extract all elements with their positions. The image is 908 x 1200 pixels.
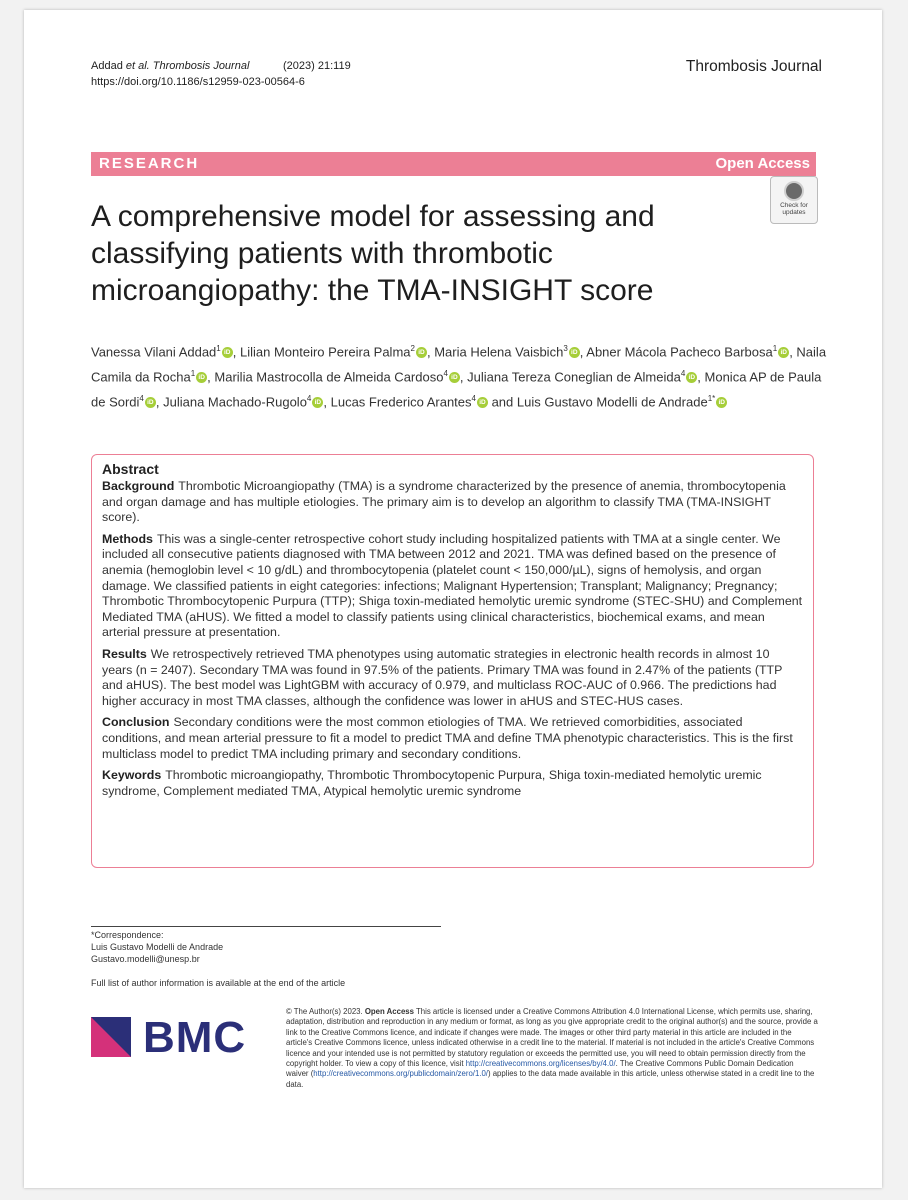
open-access-label: Open Access bbox=[715, 155, 810, 172]
orcid-icon[interactable]: iD bbox=[686, 372, 697, 383]
orcid-icon[interactable]: iD bbox=[416, 347, 427, 358]
article-type-label: RESEARCH bbox=[99, 155, 200, 172]
author-affiliation: 4 bbox=[471, 394, 476, 404]
journal-name: Thrombosis Journal bbox=[685, 58, 822, 75]
abstract-heading: Abstract bbox=[102, 461, 159, 477]
author-affiliation: 4 bbox=[306, 394, 312, 404]
author-affiliation: 4 bbox=[443, 369, 448, 379]
license-text: © The Author(s) 2023. Open Access This article is licensed under a Creative Commons Attribution 4.0 International License, which permits use, sharing, adaptation, distribution and reproduction in any medium or format, as long as you give appropriate credit to the original author(s) and the source, provide a link to the Creative Commons licence, and indicate if changes were made. The images or other third party material in this article are included in the article's Creative Commons licence, unless indicated otherwise in a credit line to the material. If material is not included in the article's Creative Commons licence and your intended use is not permitted by statutory regulation or exceeds the permitted use, you will need to obtain permission directly from the copyright holder. To view a copy of this licence, visit http://creativecommons.org/licenses/by/4.0/. The Creative Commons Public Domain Dedication waiver (http://creativecommons.org/publicdomain/zero/1.0/) applies to the data made available in this article, unless otherwise stated in a credit line to the data. bbox=[286, 1007, 818, 1089]
author-separator: , bbox=[697, 369, 705, 385]
bookmark-icon bbox=[784, 181, 804, 201]
author-separator: , bbox=[426, 344, 435, 360]
citation-header bbox=[91, 58, 351, 90]
orcid-icon[interactable]: iD bbox=[716, 397, 727, 408]
full-author-info: Full list of author information is available at the end of the article bbox=[91, 978, 346, 988]
author-list bbox=[91, 338, 831, 413]
author-separator: , bbox=[579, 344, 587, 360]
author-name: Luis Gustavo Modelli de Andrade bbox=[516, 394, 708, 410]
author-affiliation: 1 bbox=[772, 344, 778, 353]
article-title: A comprehensive model for assessing and classifying patients with thrombotic microangiopathy: the TMA-INSIGHT score bbox=[91, 200, 655, 307]
author-separator: and bbox=[487, 394, 517, 410]
bmc-logo: BMC bbox=[91, 1017, 271, 1063]
author-name: Lucas Frederico Arantes bbox=[330, 394, 472, 410]
author-name: Maria Helena Vaisbich bbox=[434, 344, 564, 360]
author-name: Vanessa Vilani Addad bbox=[91, 344, 217, 360]
correspondence: *Correspondence: Luis Gustavo Modelli de Andrade Gustavo.modelli@unesp.br bbox=[91, 930, 224, 964]
author-affiliation: 1 bbox=[190, 369, 196, 379]
orcid-icon[interactable]: iD bbox=[222, 347, 233, 358]
author-name: Monica AP de Paula de Sordi bbox=[91, 369, 822, 410]
author-affiliation: 4 bbox=[680, 369, 686, 379]
article-page bbox=[24, 10, 882, 1188]
author-separator: , bbox=[459, 369, 468, 385]
author-affiliation: 1* bbox=[707, 394, 716, 404]
author-affiliation: 4 bbox=[139, 394, 144, 404]
abstract-box bbox=[91, 454, 814, 868]
orcid-icon[interactable]: iD bbox=[196, 372, 207, 383]
abstract-methods: Methods This was a single-center retrospective cohort study including hospitalized patients with TMA at a single center. We included all consecutive patients diagnosed with TMA between 2012 and 2021. TMA was defined based on the presence of anemia (hemoglobin level < 10 g/dL) and thrombocytopenia (platelet count < 150,000/µL), signs of hemolysis, and organ damage. We classified patients in eight categories: infections; Malignant Hypertension; Transplant; Malignancy; Pregnancy; Thrombotic Thrombocytopenic Purpura (TTP); Shiga toxin-mediated hemolytic uremic syndrome (STEC-SHU) and Complement Mediated TMA (aHUS). We fitted a model to classify patients using clinical characteristics, biochemical exams, and mean arterial pressure at presentation. bbox=[102, 531, 803, 640]
abstract-conclusion: Conclusion Secondary conditions were the most common etiologies of TMA. We retrieved comorbidities, associated conditions, and mean arterial pressure to fit a model to predict TMA and define TMA phenotypic characteristics. This is the first multiclass model to predict TMA including primary and secondary conditions. bbox=[102, 715, 793, 761]
bmc-logo-triangle-icon bbox=[91, 1017, 131, 1057]
citation-line: Addad et al. Thrombosis Journal (2023) 21:119 bbox=[91, 60, 351, 72]
author-separator: , bbox=[155, 394, 164, 410]
author-affiliation: 1 bbox=[216, 344, 221, 353]
author-name: Naila Camila da Rocha bbox=[91, 344, 827, 385]
public-domain-link[interactable]: http://creativecommons.org/publicdomain/zero/1.0/ bbox=[313, 1069, 488, 1079]
author-affiliation: 2 bbox=[410, 344, 415, 353]
license-link[interactable]: http://creativecommons.org/licenses/by/4.0/ bbox=[465, 1059, 616, 1069]
check-for-updates-badge[interactable]: Check for updates bbox=[770, 176, 818, 224]
author-separator: , bbox=[789, 344, 797, 360]
footnote-divider bbox=[91, 926, 441, 927]
doi-link[interactable]: https://doi.org/10.1186/s12959-023-00564-6 bbox=[91, 76, 305, 88]
orcid-icon[interactable]: iD bbox=[449, 372, 460, 383]
author-name: Lilian Monteiro Pereira Palma bbox=[239, 344, 411, 360]
orcid-icon[interactable]: iD bbox=[145, 397, 156, 408]
author-name: Marilia Mastrocolla de Almeida Cardoso bbox=[214, 369, 444, 385]
abstract-background: Background Thrombotic Microangiopathy (TMA) is a syndrome characterized by the presence of anemia, thrombocytopenia and organ damage and has multiple etiologies. The primary aim is to develop an algorithm to classify TMA (TMA-INSIGHT score). bbox=[102, 479, 786, 525]
author-name: Abner Mácola Pacheco Barbosa bbox=[586, 344, 773, 360]
author-separator: , bbox=[207, 369, 215, 385]
article-type-banner bbox=[91, 152, 816, 176]
author-separator: , bbox=[323, 394, 331, 410]
orcid-icon[interactable]: iD bbox=[778, 347, 789, 358]
author-separator: , bbox=[232, 344, 240, 360]
orcid-icon[interactable]: iD bbox=[477, 397, 488, 408]
author-affiliation: 3 bbox=[563, 344, 568, 353]
author-name: Juliana Machado-Rugolo bbox=[163, 394, 307, 410]
author-name: Juliana Tereza Coneglian de Almeida bbox=[467, 369, 681, 385]
orcid-icon[interactable]: iD bbox=[312, 397, 323, 408]
correspondence-email[interactable]: Gustavo.modelli@unesp.br bbox=[91, 954, 200, 964]
abstract-keywords: Keywords Thrombotic microangiopathy, Thrombotic Thrombocytopenic Purpura, Shiga toxin-mediated hemolytic uremic syndrome, Complement mediated TMA, Atypical hemolytic uremic syndrome bbox=[102, 768, 762, 798]
abstract-results: Results We retrospectively retrieved TMA phenotypes using automatic strategies in electronic health records in almost 10 years (n = 2407). Secondary TMA was found in 97.5% of the patients. Primary TMA was found in 2.47% of the patients (TTP and aHUS). The best model was LightGBM with accuracy of 0.979, and multiclass ROC-AUC of 0.966. The predictions had higher accuracy in most TMA classes, although the confidence was lower in aHUS and STEC-HUS cases. bbox=[102, 646, 783, 708]
orcid-icon[interactable]: iD bbox=[569, 347, 580, 358]
